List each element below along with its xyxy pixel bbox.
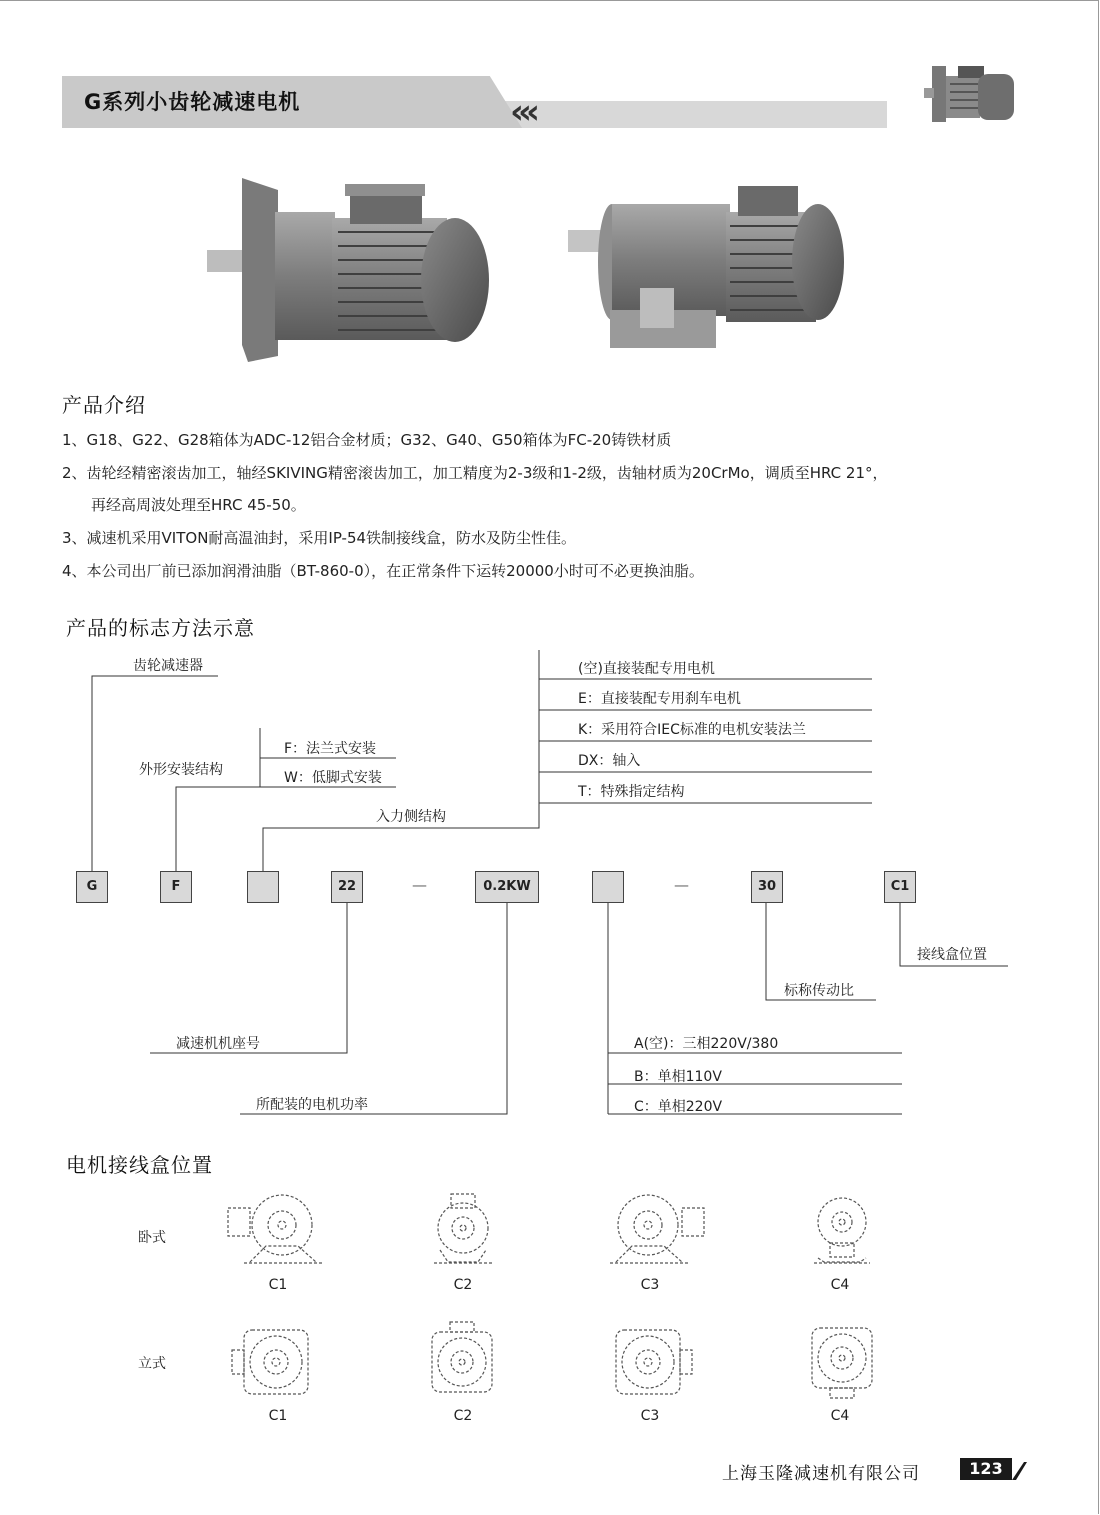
input-option-dx: DX：轴入	[578, 753, 641, 769]
input-option-blank: (空)直接装配专用电机	[578, 661, 715, 677]
horizontal-c4-label: C4	[830, 1277, 850, 1293]
code-box-series: G	[76, 871, 108, 903]
voltage-option-a: A(空)：三相220V/380	[634, 1036, 779, 1052]
intro-line-2: 2、齿轮经精密滚齿加工，轴经SKIVING精密滚齿加工，加工精度为2-3级和1-2级，齿轴材质为20CrMo，调质至HRC 21°，	[62, 464, 888, 482]
chevron-icon: ‹‹‹	[510, 92, 535, 132]
footer-company: 上海玉隆减速机有限公司	[722, 1464, 920, 1484]
mount-structure-label: 外形安装结构	[139, 762, 223, 778]
input-option-t: T：特殊指定结构	[578, 784, 685, 800]
intro-line-1: 1、G18、G22、G28箱体为ADC-12铝合金材质；G32、G40、G50箱体为FC-20铸铁材质	[62, 431, 672, 449]
input-side-label: 入力侧结构	[376, 809, 446, 825]
intro-line-4: 4、本公司出厂前已添加润滑油脂（BT-860-0），在正常条件下运转20000小时可不必更换油脂。	[62, 562, 704, 580]
horizontal-c2-label: C2	[453, 1277, 473, 1293]
separator-1: —	[412, 876, 427, 894]
code-box-position: C1	[884, 871, 916, 903]
code-box-power: 0.2KW	[475, 871, 539, 903]
mount-option-f: F：法兰式安装	[284, 741, 377, 757]
voltage-option-c: C：单相220V	[634, 1099, 723, 1115]
code-box-ratio: 30	[751, 871, 783, 903]
vertical-c1-label: C1	[268, 1408, 288, 1424]
code-box-mount: F	[160, 871, 192, 903]
horizontal-c3-label: C3	[640, 1277, 660, 1293]
vertical-c2-label: C2	[453, 1408, 473, 1424]
horizontal-row-label: 卧式	[138, 1230, 166, 1246]
designation-title: 产品的标志方法示意	[66, 616, 255, 640]
page-number: 123	[960, 1458, 1012, 1480]
intro-line-3: 3、减速机采用VITON耐高温油封，采用IP-54铁制接线盒，防水及防尘性佳。	[62, 529, 577, 547]
separator-2: —	[674, 876, 689, 894]
vertical-row-label: 立式	[138, 1356, 166, 1372]
vertical-c3-label: C3	[640, 1408, 660, 1424]
vertical-c4-label: C4	[830, 1408, 850, 1424]
ratio-label: 标称传动比	[784, 983, 854, 999]
intro-title: 产品介绍	[62, 393, 146, 417]
frame-no-label: 减速机机座号	[176, 1036, 260, 1052]
gear-reducer-label: 齿轮减速器	[133, 658, 203, 674]
horizontal-c1-label: C1	[268, 1277, 288, 1293]
input-option-k: K：采用符合IEC标准的电机安装法兰	[578, 722, 806, 738]
code-box-frame: 22	[331, 871, 363, 903]
intro-line-2-cont: 再经高周波处理至HRC 45-50。	[91, 496, 306, 514]
voltage-option-b: B：单相110V	[634, 1069, 722, 1085]
motor-power-label: 所配装的电机功率	[256, 1097, 368, 1113]
input-option-e: E：直接装配专用刹车电机	[578, 691, 741, 707]
page-title: G系列小齿轮减速电机	[84, 90, 301, 114]
box-position-label: 接线盒位置	[917, 947, 987, 963]
mount-option-w: W：低脚式安装	[284, 770, 382, 786]
terminal-box-title: 电机接线盒位置	[66, 1153, 213, 1177]
